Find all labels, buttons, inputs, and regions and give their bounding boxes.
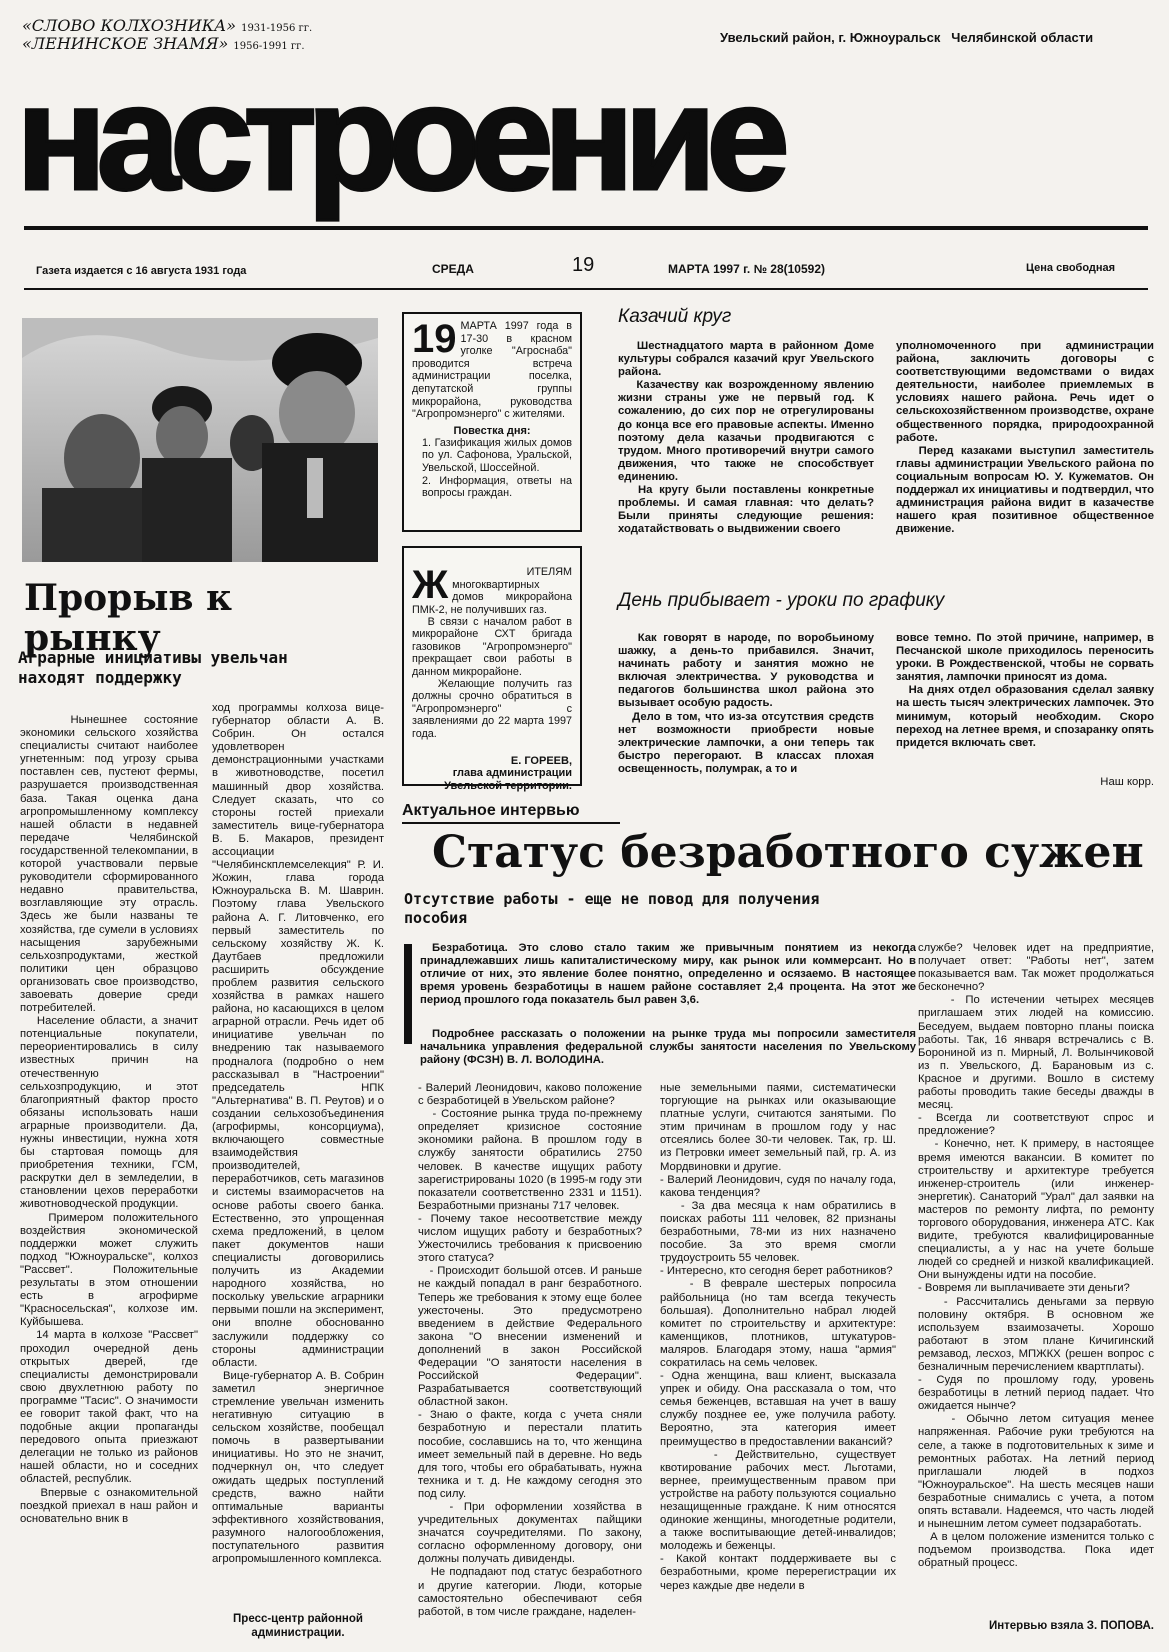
notice-gas-sig-name: Е. ГОРЕЕВ,: [510, 754, 572, 767]
notice-meeting: [402, 312, 582, 532]
interview-subheadline: Отсутствие работы - еще не повод для получения пособия: [404, 890, 820, 927]
weekday: СРЕДА: [432, 262, 474, 276]
day-signature: Наш корр.: [1100, 776, 1154, 788]
notice-meeting-text: [412, 320, 572, 421]
intro-bar: [404, 944, 412, 1044]
notice-meeting-item-2: 2. Информация, ответы на вопросы граждан.: [422, 474, 572, 500]
price: Цена свободная: [1026, 262, 1116, 274]
former-name-2-title: «ЛЕНИНСКОЕ ЗНАМЯ»: [22, 34, 229, 53]
notice-meeting-agenda-title: Повестка дня:: [453, 424, 531, 437]
photo-image: [22, 318, 378, 562]
day-column-1: Как говорят в народе, по воробьиному шажку, а день-то прибавился. Значит, начинать работу и занятия можно не включая электричества. У руководства и педагогов большинства школ района это вызывает особую радость. Дело в том, что из-за отсутствия средств нет возможности приобрести новые электрические лампочки, а они теперь так быстро перегорают. В классах плохая освещенность, полумрак, а то и: [618, 632, 874, 775]
lead-column-1: Нынешнее состояние экономики сельского хозяйства специалисты считают наиболее угнетенным: под угрозу срыва поставлен сев, пустеют фермы, разрушается производственная база. Такая оценка дана агропромышленному комплексу нашей области в недавней передаче Челябинской государственной телекомпании, в которой участвовали первые руководители сформированного недавно правительства, возглавляющие эту отрасль. Здесь же были названы те хозяйства, где сумели в условиях насыщения зарубежными сельхозпродуктами, жесткой политики цен образцово организовать свое производство, завоевать доверие среди потребителей. Население области, а значит потенциальные покупатели, переориентировались в силу известных причин на отечественную сельхозпродукцию, и этот благоприятный фактор просто обязаны использовать наши аграрные производители. Да, нужны инвестиции, нужна хотя бы стартовая помощь для приобретения техники, ГСМ, раскрутки дел в земледелии, в становлении цехов переработки животноводческой продукции. Примером положительного воздействия экономической поддержки может служить подход "Южноуральске", колхоз "Рассвет". Положительные результаты в этом отношении есть в агрофирме "Красносельская", колхозе им. Куйбышева. 14 марта в колхозе "Рассвет" проходил очередной день открытых дверей, где специалисты демонстрировали свою двухлетнюю работу по программе "Тасис". О значимости ее говорит такой факт, что на подобные акции пропаганды передового опыта приезжают делегации не только из районов нашей области, но и соседних областей, республик. Впервые с ознакомительной поездкой приехал в наш район и основательно вник в: [20, 714, 198, 1525]
former-name-1: [22, 16, 322, 35]
former-name-1-years: 1931-1956 гг.: [241, 23, 313, 34]
notice-gas-sig-title: глава администрации Увельской территории.: [444, 766, 572, 792]
lead-signature: Пресс-центр районной администрации.: [233, 1613, 363, 1639]
cossack-column-1: Шестнадцатого марта в районном Доме культуры собрался казачий круг Увельского района. Казачеству как возрожденному явлению жизни страны уже не первый год. К сожалению, до сих пор не отрегулированы до конца все его правовые аспекты. Именно поэтому дела казачьи продвигаются с трудом. Много противоречий внутри самого движения, что также не способствует единению. На кругу были поставлены конкретные проблемы. И самая главная: что делать? Были приняты следующие решения: ходатайствовать о выдвижении своего: [618, 340, 874, 536]
cossack-column-2: уполномоченного при администрации района, заключить договоры с соответствующими ведомствами о видах деятельности, наиболее приемлемых в условиях нашего района. Речь идет о сельскохозяйственном производстве, охране общественного порядка, природоохранной работе. Перед казаками выступил заместитель главы администрации Увельского района по социальным вопросам Ю. У. Кужематов. Он поддержал их инициативы и подтвердил, что администрация района видит в казачестве нашего края позитивное общественное движение.: [896, 340, 1154, 536]
interview-column-2: ные земельными паями, систематически торгующие на рынках или оказывающие платные услуги, считаются занятыми. По этим причинам в прошлом году у нас отсеялись более 30-ти человек. Так, гр. Ш. из Петровки имеет земельный пай, гр. А. из Мордвиновки и другие. - Валерий Леонидович, судя по началу года, какова тенденция? - За два месяца к нам обратились в поисках работы 111 человек, 82 признаны безработными, 78-ми из них назначено пособие. За это время смогли трудоустроить 55 человек. - Интересно, кто сегодня берет работников? - В феврале шестерых попросила райбольница (но там всегда текучесть большая). Дополнительно набрал людей комитет по строительству и архитектуре: каменщиков, плотников, штукатуров-маляров. Благодаря этому, наша "армия" сократилась на семь человек. - Одна женщина, ваш клиент, высказала упрек и обиду. Она рассказала о том, что семья беженцев, вставшая на учет в вашу службу позднее ее, уже получила работу. Вероятно, эта категория имеет преимущество в предоставлении вакансий? - Действительно, существует квотирование рабочих мест. Льготами, вернее, преимущественным правом при устройстве на работу пользуются социально незащищенные граждане. К ним относятся одинокие женщины, многодетные родители, а также воспитывающие детей-инвалидов; молодежь и беженцы. - Какой контакт поддерживаете вы с безработными, кроме перерегистрации их через каждые две недели в: [660, 1082, 896, 1592]
lead-headline: Прорыв к рынку: [24, 577, 232, 659]
day-number: 19: [572, 254, 595, 276]
notice-gas-body: ИТЕЛЯМ многоквартирных домов микрорайона ПМК-2, не получивших газ. В связи с началом работ в микрорайоне СХТ бригада газовиков "Агропромэнерго" прекращает свои работы в данном микрорайоне. Желающие получить газ должны срочно обратиться в "Агропромэнерго" с заявлениями до 22 марта 1997 года.: [412, 566, 572, 740]
lead-column-2: ход программы колхоза вице-губернатор области А. В. Собрин. Он остался удовлетворен демонстрационными участками в животноводстве, посетил машинный двор хозяйства. Следует сказать, что со стороны гостей приехали заместитель вице-губернатора В. Б. Макаров, президент ассоциации "Челябинскплемселекция" Р. И. Жожин, глава города Южноуральска В. М. Шаврин. Поэтому глава Увельского района А. Г. Литовченко, его первый заместитель по сельскому хозяйству Ж. К. Даутбаев предложили расширить обсуждение проблем развития сельского хозяйства в рамках нашего района, но касающихся в целом аграрной отрасли. Речь идет об инициативе увельчан по внедрению так называемого продналога (подробно о нем рассказывал в "Настроении" председатель НПК "Альтернатива" В. П. Реутов) и о создании сельхозобъединения (агрофирмы, консорциума), включающего совместные взаимодействия производителей, переработчиков, сеть магазинов и системы взаиморасчетов на основе работы своего банка. Естественно, это упрощенная схема предложений, в целом пакет документов наши специалисты договорились получить из Академии народного хозяйства, но поскольку увельские аграрники первыми пошли на эксперимент, они вполне обоснованно заслужили поддержку со стороны администрации области. Вице-губернатор А. В. Собрин заметил энергичное стремление увельчан изменить негативную ситуацию в сельском хозяйстве, пообещал помочь в развертывании инициативы. Но это не значит, подчеркнул он, что следует ожидать щедрых поступлений средств, важно найти оптимальные варианты эффективного хозяйствования, разумного налогообложения, поступательного развития агропромышленного комплекса.: [212, 702, 384, 1566]
interview-rubric-rule: [402, 822, 620, 824]
cossack-heading: Казачий круг: [618, 306, 732, 327]
interview-signature: Интервью взяла З. ПОПОВА.: [988, 1620, 1154, 1632]
lead-subheadline: Аграрные инициативы увельчан находят поддержку: [18, 648, 288, 687]
notice-gas: [402, 546, 582, 792]
day-heading: День прибывает - уроки по графику: [618, 590, 945, 611]
former-name-2-years: 1956-1991 гг.: [233, 41, 305, 52]
notice-meeting-body: МАРТА 1997 года в 17-30 в красном уголке "Агроснаба" проводится встреча администрации поселка, депутатской группы микрорайона, руководства "Агропромэнерго" с жителями.: [412, 320, 572, 421]
since-line: Газета издается с 16 августа 1931 года: [36, 265, 247, 277]
interview-intro-2: Подробнее рассказать о положении на рынке труда мы попросили заместителя начальника управления федеральной службы занятости населения по Увельскому району (ФСЗН) В. Л. ВОЛОДИНА.: [420, 1028, 916, 1067]
notice-meeting-dropcap: 19: [412, 320, 457, 361]
interview-column-3: службе? Человек идет на предприятие, получает ответ: "Работы нет", затем показывается вам. Так может продолжаться бесконечно? - По истечении четырех месяцев приглашаем этих людей на комиссию. Беседуем, выдаем повторно планы поиска работы. Так, 16 января встречались с В. Борониной из п. Мирный, Л. Волынчиковой из п. Увельского, Д. Барановым из с. Красное и другими. Вошло в систему работы проводить такие беседы дважды в месяц. - Всегда ли соответствуют спрос и предложение? - Конечно, нет. К примеру, в настоящее время имеются вакансии. В комитет по строительству и архитектуре требуется инженер-строитель (или инженер-энергетик). Санаторий "Урал" дал заявки на мастеров по ремонту лифта, по ремонту торгового оборудования, инженера АТС. Как видите, требуются квалифицированные специалисты, а у нас на учете больше людей со средней и низкой квалификацией. Они вынуждены идти на пособие. - Вовремя ли выплачиваете эти деньги? - Рассчитались деньгами за первую половину октября. В основном же используем взаимозачеты. Хорошо работают в этом плане Кичигинский ремзавод, лесхоз, МПЖКХ (решен вопрос с безналичным перечислением квартплаты). - Судя по прошлому году, уровень безработицы в летний период падает. Что ожидается нынче? - Обычно летом ситуация менее напряженная. Рабочие руки требуются на селе, а также в подготовительных к зиме и ремонтных работах. На летний период приглашали людей в подхоз "Южноуральское". На шесть месяцев наши безработные снимались с учета, а потом опять вставали. Надеемся, что часть людей и нынешним летом сумеет подзаработать. А в целом положение изменится только с подъемом производства. Пока идет обратный процесс.: [918, 942, 1154, 1570]
photo-officials: [22, 318, 378, 562]
notice-gas-dropcap: Ж: [412, 563, 449, 608]
date-rule: [24, 288, 1148, 290]
former-name-1-title: «СЛОВО КОЛХОЗНИКА»: [22, 16, 236, 35]
notice-gas-text: [412, 554, 572, 753]
issue-date: МАРТА 1997 г. № 28(10592): [668, 262, 825, 276]
masthead-rule: [24, 226, 1148, 230]
interview-intro-1: Безработица. Это слово стало таким же привычным понятием из некогда принадлежавших лишь капиталистическому миру, как рынок или коммерсант. Но в отличие от них, это явление более понятно, определенно и осязаемо. В настоящее время уровень безработицы в нашем районе составляет 2,4 процента. На этот же период прошлого года показатель был равен 3,6.: [420, 942, 916, 1007]
interview-rubric: Актуальное интервью: [402, 802, 580, 819]
newspaper-title: настроение: [16, 53, 780, 221]
day-column-2: вовсе темно. По этой причине, например, в Песчанской школе приходилось переносить уроки. В Рождественской, чтобы не сорвать занятия, лампочки приносят из дома. На днях отдел образования сделал заявку на шесть тысяч электрических лампочек. Это минимум, который необходим. Скоро переход на летнее время, и спозаранку опять придется включать свет.: [896, 632, 1154, 749]
interview-headline: Статус безработного сужен: [432, 827, 1144, 878]
region-line: Увельский район, г. Южноуральск Челябинской области: [720, 30, 1094, 45]
interview-column-1: - Валерий Леонидович, каково положение с безработицей в Увельском районе? - Состояние рынка труда по-прежнему определяет кризисное состояние экономики района. В прошлом году в службу занятости обратились 2750 человек. В качестве ищущих работу зарегистрированы 1020 (в 1995-м году эти показатели соответственно 2331 и 1151). Безработными признаны 717 человек. - Почему такое несоответствие между числом ищущих работу и безработных? Ужесточились требования к присвоению этого статуса? - Происходит большой отсев. И раньше не каждый попадал в ранг безработного. Теперь же требования к этому еще более ужесточены. Это предусмотрено введением в действие Федерального закона "О внесении изменений и дополнений в закон Российской Федерации "О занятости населения в Российской Федерации". Разрабатывается соответствующий областной закон. - Знаю о факте, когда с учета сняли безработную и перестали платить пособие, сославшись на то, что женщина имеет земельный пай в деревне. Но ведь для того, чтобы его обрабатывать, нужна техника и т. д. Не каждому сегодня это под силу. - При оформлении хозяйства в учредительных документах пайщики значатся соучредителями. По закону, согласно оформленному договору, они должны получать дивиденды. Не подпадают под статус безработного и другие категории. Люди, которые самостоятельно обеспечивают себя работой, в том числе граждане, наделен-: [418, 1082, 642, 1618]
notice-meeting-item-1: 1. Газификация жилых домов по ул. Сафонова, Уральской, Увельской, Шоссейной.: [422, 436, 572, 474]
